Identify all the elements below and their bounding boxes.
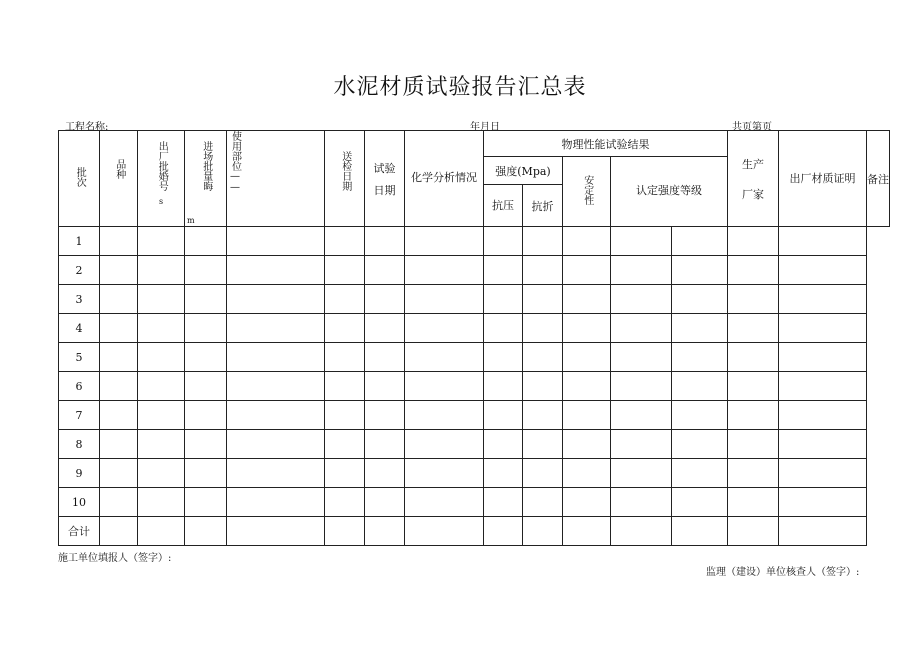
empty-cell xyxy=(611,517,672,546)
empty-cell xyxy=(672,285,728,314)
empty-cell xyxy=(563,517,611,546)
empty-cell xyxy=(563,343,611,372)
empty-cell xyxy=(611,314,672,343)
empty-cell xyxy=(672,314,728,343)
row-label: 10 xyxy=(59,488,100,517)
empty-cell xyxy=(227,488,325,517)
empty-cell xyxy=(227,401,325,430)
empty-cell xyxy=(100,314,138,343)
empty-cell xyxy=(728,430,779,459)
empty-cell xyxy=(523,459,563,488)
footer-supervisor-signature: 监理（建设）单位核查人（签字）: xyxy=(706,567,860,578)
empty-cell xyxy=(484,430,523,459)
empty-cell xyxy=(405,227,484,256)
header-grade: 认定强度等级 xyxy=(611,157,728,227)
empty-cell xyxy=(325,488,365,517)
empty-cell xyxy=(611,343,672,372)
empty-cell xyxy=(672,401,728,430)
empty-cell xyxy=(227,517,325,546)
empty-cell xyxy=(138,517,185,546)
empty-cell xyxy=(185,430,227,459)
empty-cell xyxy=(138,314,185,343)
header-factory-cert: 出厂材质证明 xyxy=(779,131,867,227)
empty-cell xyxy=(325,285,365,314)
empty-cell xyxy=(611,488,672,517)
empty-cell xyxy=(672,517,728,546)
entry-batch-mark: m xyxy=(187,216,195,225)
empty-cell xyxy=(611,372,672,401)
empty-cell xyxy=(484,314,523,343)
empty-cell xyxy=(227,314,325,343)
empty-cell xyxy=(325,372,365,401)
empty-cell xyxy=(227,227,325,256)
page-count-label: 共页第页 xyxy=(732,122,772,133)
empty-cell xyxy=(365,227,405,256)
row-label: 3 xyxy=(59,285,100,314)
empty-cell xyxy=(138,459,185,488)
empty-cell xyxy=(484,488,523,517)
empty-cell xyxy=(325,343,365,372)
empty-cell xyxy=(365,401,405,430)
row-label: 合计 xyxy=(59,517,100,546)
empty-cell xyxy=(138,256,185,285)
empty-cell xyxy=(405,401,484,430)
empty-cell xyxy=(185,517,227,546)
empty-cell xyxy=(365,314,405,343)
header-use-part: 使用部位—— xyxy=(227,131,325,227)
empty-cell xyxy=(563,256,611,285)
empty-cell xyxy=(138,401,185,430)
row-label: 7 xyxy=(59,401,100,430)
empty-cell xyxy=(523,372,563,401)
header-batch: 批次 xyxy=(59,131,100,227)
total-row xyxy=(59,517,890,546)
empty-cell xyxy=(365,256,405,285)
empty-cell xyxy=(672,372,728,401)
empty-cell xyxy=(185,488,227,517)
table-row xyxy=(59,401,890,430)
empty-cell xyxy=(779,227,867,256)
table-row xyxy=(59,227,890,256)
empty-cell xyxy=(365,343,405,372)
empty-cell xyxy=(100,517,138,546)
row-label: 4 xyxy=(59,314,100,343)
empty-cell xyxy=(185,285,227,314)
empty-cell xyxy=(672,459,728,488)
empty-cell xyxy=(563,488,611,517)
empty-cell xyxy=(728,401,779,430)
empty-cell xyxy=(484,285,523,314)
empty-cell xyxy=(405,256,484,285)
empty-cell xyxy=(779,517,867,546)
header-compress: 抗压 xyxy=(484,185,523,227)
empty-cell xyxy=(405,517,484,546)
empty-cell xyxy=(185,314,227,343)
row-label: 2 xyxy=(59,256,100,285)
header-test-date: 试验 日期 xyxy=(365,131,405,227)
header-variety: 品种 xyxy=(100,131,138,227)
row-label: 5 xyxy=(59,343,100,372)
empty-cell xyxy=(779,430,867,459)
empty-cell xyxy=(779,314,867,343)
empty-cell xyxy=(672,227,728,256)
empty-cell xyxy=(779,372,867,401)
empty-cell xyxy=(100,227,138,256)
empty-cell xyxy=(405,459,484,488)
empty-cell xyxy=(779,285,867,314)
empty-cell xyxy=(672,256,728,285)
header-remark: 备注 xyxy=(867,131,890,227)
empty-cell xyxy=(100,343,138,372)
row-label: 1 xyxy=(59,227,100,256)
empty-cell xyxy=(728,256,779,285)
empty-cell xyxy=(405,285,484,314)
empty-cell xyxy=(611,401,672,430)
empty-cell xyxy=(779,459,867,488)
empty-cell xyxy=(563,314,611,343)
empty-cell xyxy=(325,314,365,343)
empty-cell xyxy=(523,285,563,314)
empty-cell xyxy=(611,227,672,256)
empty-cell xyxy=(523,517,563,546)
empty-cell xyxy=(185,372,227,401)
empty-cell xyxy=(672,488,728,517)
empty-cell xyxy=(185,401,227,430)
empty-cell xyxy=(227,372,325,401)
empty-cell xyxy=(484,256,523,285)
header-physical-results: 物理性能试验结果 xyxy=(484,131,728,157)
header-send-date: 送检日期 xyxy=(325,131,365,227)
empty-cell xyxy=(365,372,405,401)
empty-cell xyxy=(185,343,227,372)
empty-cell xyxy=(365,488,405,517)
empty-cell xyxy=(523,430,563,459)
table-row xyxy=(59,488,890,517)
empty-cell xyxy=(728,285,779,314)
empty-cell xyxy=(138,488,185,517)
empty-cell xyxy=(672,430,728,459)
empty-cell xyxy=(100,430,138,459)
empty-cell xyxy=(227,343,325,372)
empty-cell xyxy=(484,517,523,546)
row-label: 6 xyxy=(59,372,100,401)
empty-cell xyxy=(365,285,405,314)
empty-cell xyxy=(138,372,185,401)
footer-filler-signature: 施工单位填报人（签字）: xyxy=(58,553,172,564)
empty-cell xyxy=(611,285,672,314)
empty-cell xyxy=(484,343,523,372)
empty-cell xyxy=(325,401,365,430)
empty-cell xyxy=(100,488,138,517)
empty-cell xyxy=(563,285,611,314)
header-bend: 抗折 xyxy=(523,185,563,227)
summary-table xyxy=(58,130,890,546)
empty-cell xyxy=(563,401,611,430)
empty-cell xyxy=(100,401,138,430)
header-chem-analysis: 化学分析情况 xyxy=(405,131,484,227)
table-row xyxy=(59,285,890,314)
empty-cell xyxy=(325,256,365,285)
header-manufacturer: 生产 厂家 xyxy=(728,131,779,227)
empty-cell xyxy=(185,227,227,256)
table-row xyxy=(59,372,890,401)
table-row xyxy=(59,256,890,285)
empty-cell xyxy=(728,488,779,517)
empty-cell xyxy=(523,343,563,372)
empty-cell xyxy=(728,227,779,256)
empty-cell xyxy=(611,459,672,488)
empty-cell xyxy=(484,401,523,430)
empty-cell xyxy=(611,430,672,459)
empty-cell xyxy=(405,372,484,401)
empty-cell xyxy=(523,401,563,430)
table-row xyxy=(59,430,890,459)
empty-cell xyxy=(779,488,867,517)
empty-cell xyxy=(523,488,563,517)
empty-cell xyxy=(325,430,365,459)
empty-cell xyxy=(227,459,325,488)
empty-cell xyxy=(100,256,138,285)
empty-cell xyxy=(325,227,365,256)
empty-cell xyxy=(563,459,611,488)
empty-cell xyxy=(100,459,138,488)
header-factory-batch: 出厂批婚号 s xyxy=(138,131,185,227)
empty-cell xyxy=(728,459,779,488)
empty-cell xyxy=(365,517,405,546)
empty-cell xyxy=(365,459,405,488)
table-row xyxy=(59,314,890,343)
empty-cell xyxy=(405,488,484,517)
empty-cell xyxy=(405,430,484,459)
empty-cell xyxy=(405,343,484,372)
empty-cell xyxy=(779,256,867,285)
factory-batch-mark: s xyxy=(158,197,164,206)
empty-cell xyxy=(523,314,563,343)
empty-cell xyxy=(563,227,611,256)
empty-cell xyxy=(523,227,563,256)
empty-cell xyxy=(138,343,185,372)
empty-cell xyxy=(138,430,185,459)
empty-cell xyxy=(138,227,185,256)
empty-cell xyxy=(563,372,611,401)
empty-cell xyxy=(672,343,728,372)
empty-cell xyxy=(227,256,325,285)
date-label: 年月日 xyxy=(470,122,500,133)
empty-cell xyxy=(100,372,138,401)
empty-cell xyxy=(563,430,611,459)
project-name-label: 工程名称: xyxy=(65,122,109,133)
empty-cell xyxy=(325,459,365,488)
empty-cell xyxy=(325,517,365,546)
empty-cell xyxy=(365,430,405,459)
empty-cell xyxy=(728,372,779,401)
empty-cell xyxy=(138,285,185,314)
empty-cell xyxy=(728,314,779,343)
empty-cell xyxy=(405,314,484,343)
empty-cell xyxy=(100,285,138,314)
empty-cell xyxy=(728,343,779,372)
empty-cell xyxy=(484,459,523,488)
page-title: 水泥材质试验报告汇总表 xyxy=(333,75,587,100)
table-row xyxy=(59,459,890,488)
empty-cell xyxy=(523,256,563,285)
empty-cell xyxy=(779,343,867,372)
header-entry-batch: 进场批量晦 m xyxy=(185,131,227,227)
empty-cell xyxy=(185,459,227,488)
empty-cell xyxy=(185,256,227,285)
empty-cell xyxy=(484,372,523,401)
empty-cell xyxy=(611,256,672,285)
table-row xyxy=(59,343,890,372)
empty-cell xyxy=(227,285,325,314)
header-strength: 强度(Mpa) xyxy=(484,157,563,185)
header-stability: 安定性 xyxy=(563,157,611,227)
empty-cell xyxy=(227,430,325,459)
row-label: 8 xyxy=(59,430,100,459)
empty-cell xyxy=(779,401,867,430)
row-label: 9 xyxy=(59,459,100,488)
empty-cell xyxy=(484,227,523,256)
header-row-1 xyxy=(59,131,890,157)
empty-cell xyxy=(728,517,779,546)
